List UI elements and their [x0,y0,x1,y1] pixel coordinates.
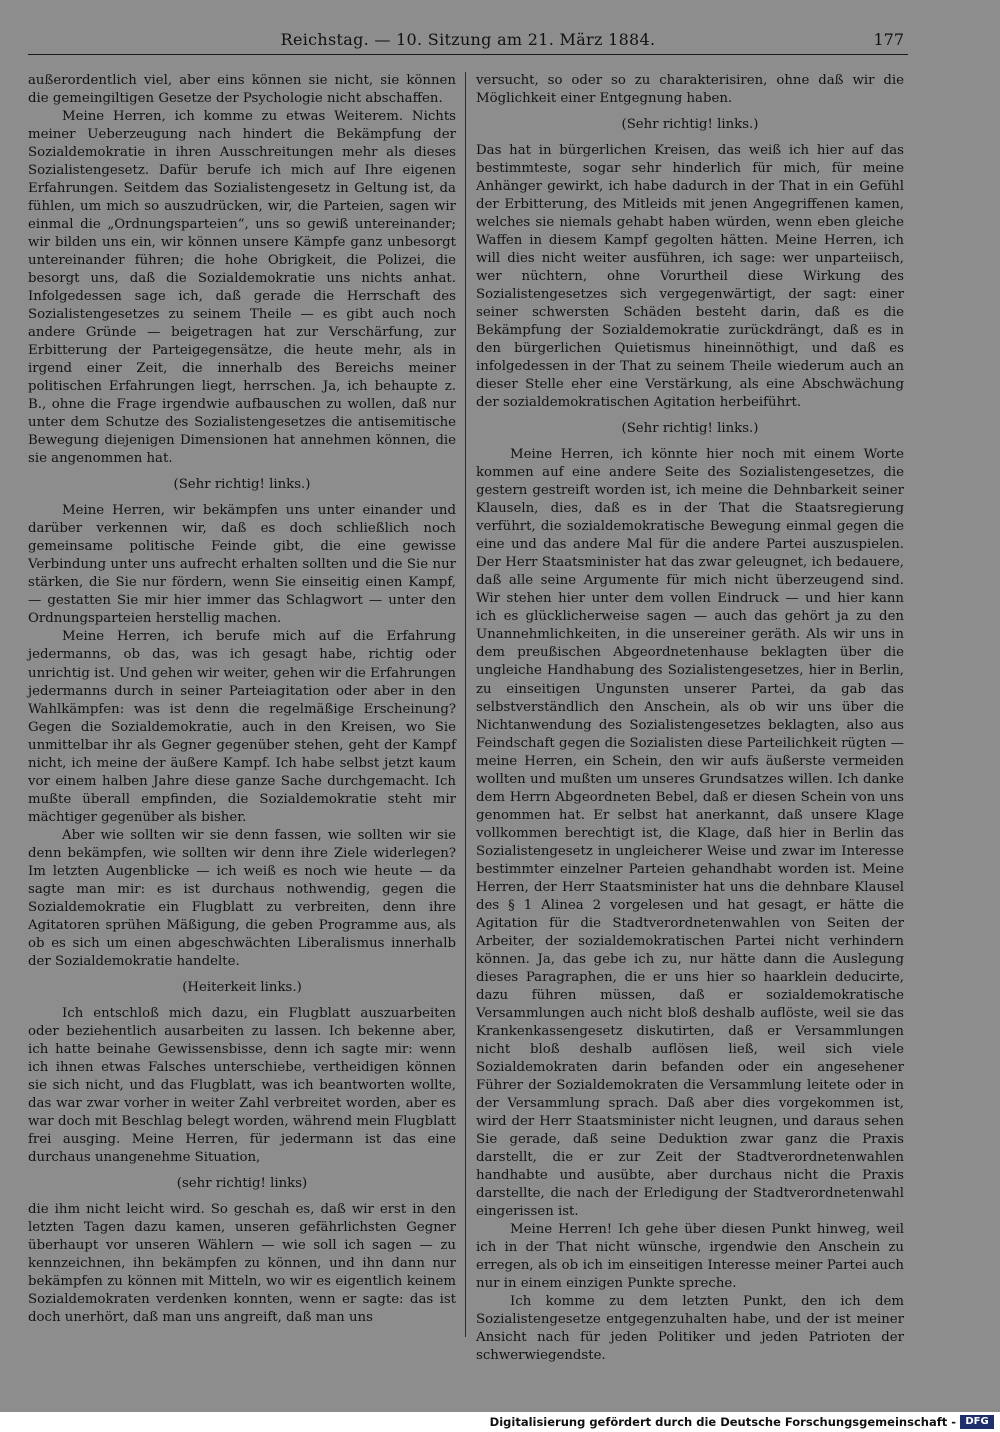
paragraph: Aber wie sollten wir sie denn fassen, wie sollten wir sie denn bekämpfen, wie sollten wir denn ihre Ziele widerlegen? Im letzten Augenblicke — ich weiß es noch wie heute — da sagte man mir: es ist durchaus nothwendig, gegen die Sozialdemokratie ein Flugblatt zu verbreiten, denn ihre Agitatoren sprühen Mäßigung, die geben Programme aus, als ob es sich um einen abgeschwächten Liberalismus innerhalb der Sozialdemokratie handelte. [28,827,456,969]
interjection: (Sehr richtig! links.) [621,117,759,133]
paragraph-continuation: die ihm nicht leicht wird. So geschah es, daß wir erst in den letzten Tagen dazu kamen, unseren gefährlichsten Gegner überhaupt vor unseren Wählern — wie soll ich sagen — zu kennzeichnen, ihn bekämpfen zu können, und ihn dann nur bekämpfen zu können mit Mitteln, wo wir es eigentlich keinem Sozialdemokraten verdenken konnten, wenn er sagte: das ist doch unerhört, daß man uns angreift, daß man uns [28,1201,456,1326]
paragraph: Meine Herren, ich berufe mich auf die Erfahrung jedermanns, ob das, was ich gesagt habe, richtig oder unrichtig ist. Und gehen wir weiter, gehen wir die Erfahrungen jedermanns durch in seiner Parteiagitation oder aber in den Wahlkämpfen: was ist denn die regelmäßige Erscheinung? Gegen die Sozialdemokratie, auch in den Kreisen, wo Sie unmittelbar ihr als Gegner gegenüber stehen, geht der Kampf nicht, ich meine der äußere Kampf. Ich habe selbst jetzt kaum vor einem halben Jahre diese ganze Sache durchgemacht. Ich mußte überall empfinden, die Sozialdemokratie steht mir mächtiger gegenüber als bisher. [28,629,456,825]
funding-credit: Digitalisierung gefördert durch die Deutsche Forschungsgemeinschaft - [489,1415,956,1429]
paragraph-continuation: versucht, so oder so zu charakterisiren, ohne daß wir die Möglichkeit einer Entgegnung haben. [476,73,904,107]
interjection: (Sehr richtig! links.) [173,477,311,493]
right-column [476,72,904,1365]
left-column [28,72,456,1327]
interjection: (Sehr richtig! links.) [621,421,759,437]
interjection: (sehr richtig! links) [176,1175,308,1191]
dfg-logo[interactable]: DFG [960,1415,994,1429]
running-title: Reichstag. — 10. Sitzung am 21. März 1884. [280,30,656,49]
paragraph: Meine Herren, ich komme zu etwas Weiterem. Nichts meiner Ueberzeugung nach hindert die Bekämpfung der Sozialdemokratie in ihren Ausschreitungen mehr als dieses Sozialistengesetz. Dafür berufe ich mich auf Ihre eigenen Erfahrungen. Seitdem das Sozialistengesetz in Geltung ist, da fühlen, um mich so auszudrücken, wir, die Parteien, sagen wir einmal die „Ordnungsparteien“, uns so gewiß untereinander; wir bilden uns ein, wir können unsere Kämpfe ganz unbesorgt untereinander führen; die hohe Obrigkeit, die Polizei, die besorgt uns, daß die Sozialdemokratie uns nichts anhat. Infolgedessen sage ich, daß gerade die Herrschaft des Sozialistengesetzes zu seinem Theile — es gibt auch noch andere Gründe — beigetragen hat zur Verschärfung, zur Erbitterung der Parteigegensätze, die heute mehr, als in irgend einer Zeit, die innerhalb des Bereichs meiner politischen Erfahrungen liegt, herrschen. Ja, ich behaupte z. B., ohne die Frage irgendwie aufbauschen zu wollen, daß nur unter dem Schutze des Sozialistengesetzes die antisemitische Bewegung diejenigen Dimensionen hat annehmen können, die sie angenommen hat. [28,109,456,467]
paragraph: Meine Herren! Ich gehe über diesen Punkt hinweg, weil ich in der That nicht wünsche, irgendwie den Anschein zu erregen, als ob ich im einseitigen Interesse meiner Partei auch nur in einem einzigen Punkte spreche. [476,1221,904,1292]
paragraph-continuation: außerordentlich viel, aber eins können sie nicht, sie können die gemeingiltigen Gesetze der Psychologie nicht abschaffen. [28,73,456,107]
page-number: 177 [873,30,904,49]
page-header [28,28,908,55]
paragraph: Ich entschloß mich dazu, ein Flugblatt auszuarbeiten oder beziehentlich ausarbeiten zu lassen. Ich bekenne aber, ich hatte beinahe Gewissensbisse, denn ich sagte mir: wenn ich ihnen etwas Falsches unterschiebe, vertheidigen können sie sich nicht, und das Flugblatt, was ich beantworten wollte, das war zwar vorher in weiter Zahl verbreitet worden, aber es war doch mit Beschlag belegt worden, während mein Flugblatt frei ausging. Meine Herren, für jedermann ist das eine durchaus unangenehme Situation, [28,1005,456,1165]
paragraph-continuation: Das hat in bürgerlichen Kreisen, das weiß ich hier auf das bestimmteste, sogar sehr hinderlich für mich, für meine Anhänger gewirkt, ich habe dadurch in der That in ein Gefühl der Erbitterung, des Mitleids mit jenen Angegriffenen kamen, welches sie niemals gehabt haben würden, wenn eben gleiche Waffen in diesem Kampf gegolten hätten. Meine Herren, ich will dies nicht weiter ausführen, ich sage: wer unparteiisch, wer nüchtern, ohne Vorurtheil diese Wirkung des Sozialistengesetzes sich vergegenwärtigt, der sagt: einer seiner schwersten Schäden besteht darin, daß es die Bekämpfung der Sozialdemokratie zurückdrängt, daß es in den bürgerlichen Quietismus hineinnöthigt, und daß es infolgedessen in der That zu seinem Theile wiederum auch an dieser Stelle eher eine Verstärkung, als eine Abschwächung der sozialdemokratischen Agitation herbeiführt. [476,143,904,411]
paragraph: Ich komme zu dem letzten Punkt, den ich dem Sozialistengesetze entgegenzuhalten habe, und der ist meiner Ansicht nach für jeden Politiker und jeden Patrioten der schwerwiegendste. [476,1294,904,1364]
paragraph: Meine Herren, ich könnte hier noch mit einem Worte kommen auf eine andere Seite des Sozialistengesetzes, die gestern gestreift worden ist, ich meine die Dehnbarkeit seiner Klauseln, dies, daß es in der That die Staatsregierung verführt, die sozialdemokratische Bewegung einmal gegen die eine und das andere Mal für die andere Partei auszuspielen. Der Herr Staatsminister hat das zwar geleugnet, ich bedauere, daß alle seine Argumente für mich nicht überzeugend sind. Wir stehen hier unter dem vollen Eindruck — und hier kann ich es glücklicherweise sagen — auch das gehört ja zu den Unannehmlichkeiten, in die unsereiner geräth. Als wir uns in dem preußischen Abgeordnetenhause beklagten über die ungleiche Handhabung des Sozialistengesetzes, hier in Berlin, zu einseitigen Ungunsten unserer Partei, da gab das selbstverständlich den Anschein, als ob wir uns über die Nichtanwendung des Sozialistengesetzes beklagten, also aus Feindschaft gegen die Sozialisten diese Parteilichkeit rügten — meine Herren, ein Schein, den wir aufs äußerste vermeiden wollten und mußten um unseres Grundsatzes willen. Ich danke dem Herrn Abgeordneten Bebel, daß er diesen Schein von uns genommen hat. Er selbst hat anerkannt, daß unsere Klage vollkommen berechtigt ist, die Klage, daß hier in Berlin das Sozialistengesetz in ungleicherer Weise und zwar im Interesse bestimmter einzelner Parteien gehandhabt worden ist. Meine Herren, der Herr Staatsminister hat uns die dehnbare Klausel des § 1 Alinea 2 vorgelesen und hat gesagt, er hätte die Agitation für die Stadtverordnetenwahlen von Seiten der Arbeiter, der sozialdemokratischen Partei nicht verhindern können. Ja, das gebe ich zu, nur hätte dann die Auslegung dieses Paragraphen, die er uns hier so haarklein deducirte, dazu führen müssen, daß er sozialdemokratische Versammlungen auch nicht bloß deshalb auflöste, weil sie das Krankenkassengesetz diskutirten, daß er Versammlungen nicht bloß deshalb auflösen ließ, weil sich viele Sozialdemokraten darin befanden oder ein angesehener Führer der Sozialdemokraten die Versammlung leitete oder in der Versammlung sprach. Daß aber dies vorgekommen ist, wird der Herr Staatsminister nicht leugnen, und daraus sehen Sie gerade, daß seine Deduktion zwar ganz die Praxis darstellt, die er zur Zeit der Stadtverordnetenwahlen handhabte und ausübte, aber durchaus nicht die Praxis darstellte, die nach der Erledigung der Stadtverordnetenwahl eingerissen ist. [476,447,904,1219]
footer-bar [0,1412,1000,1432]
column-divider [465,72,466,1337]
paragraph: Meine Herren, wir bekämpfen uns unter einander und darüber verkennen wir, daß es doch schließlich noch gemeinsame politische Feinde gibt, die eine gewisse Verbindung unter uns aufrecht erhalten sollten und die Sie nur stärken, die Sie nur fördern, wenn Sie einseitig einen Kampf, — gestatten Sie mir hier immer das Schlagwort — unter den Ordnungsparteien herstellig machen. [28,503,456,627]
interjection: (Heiterkeit links.) [182,979,302,995]
